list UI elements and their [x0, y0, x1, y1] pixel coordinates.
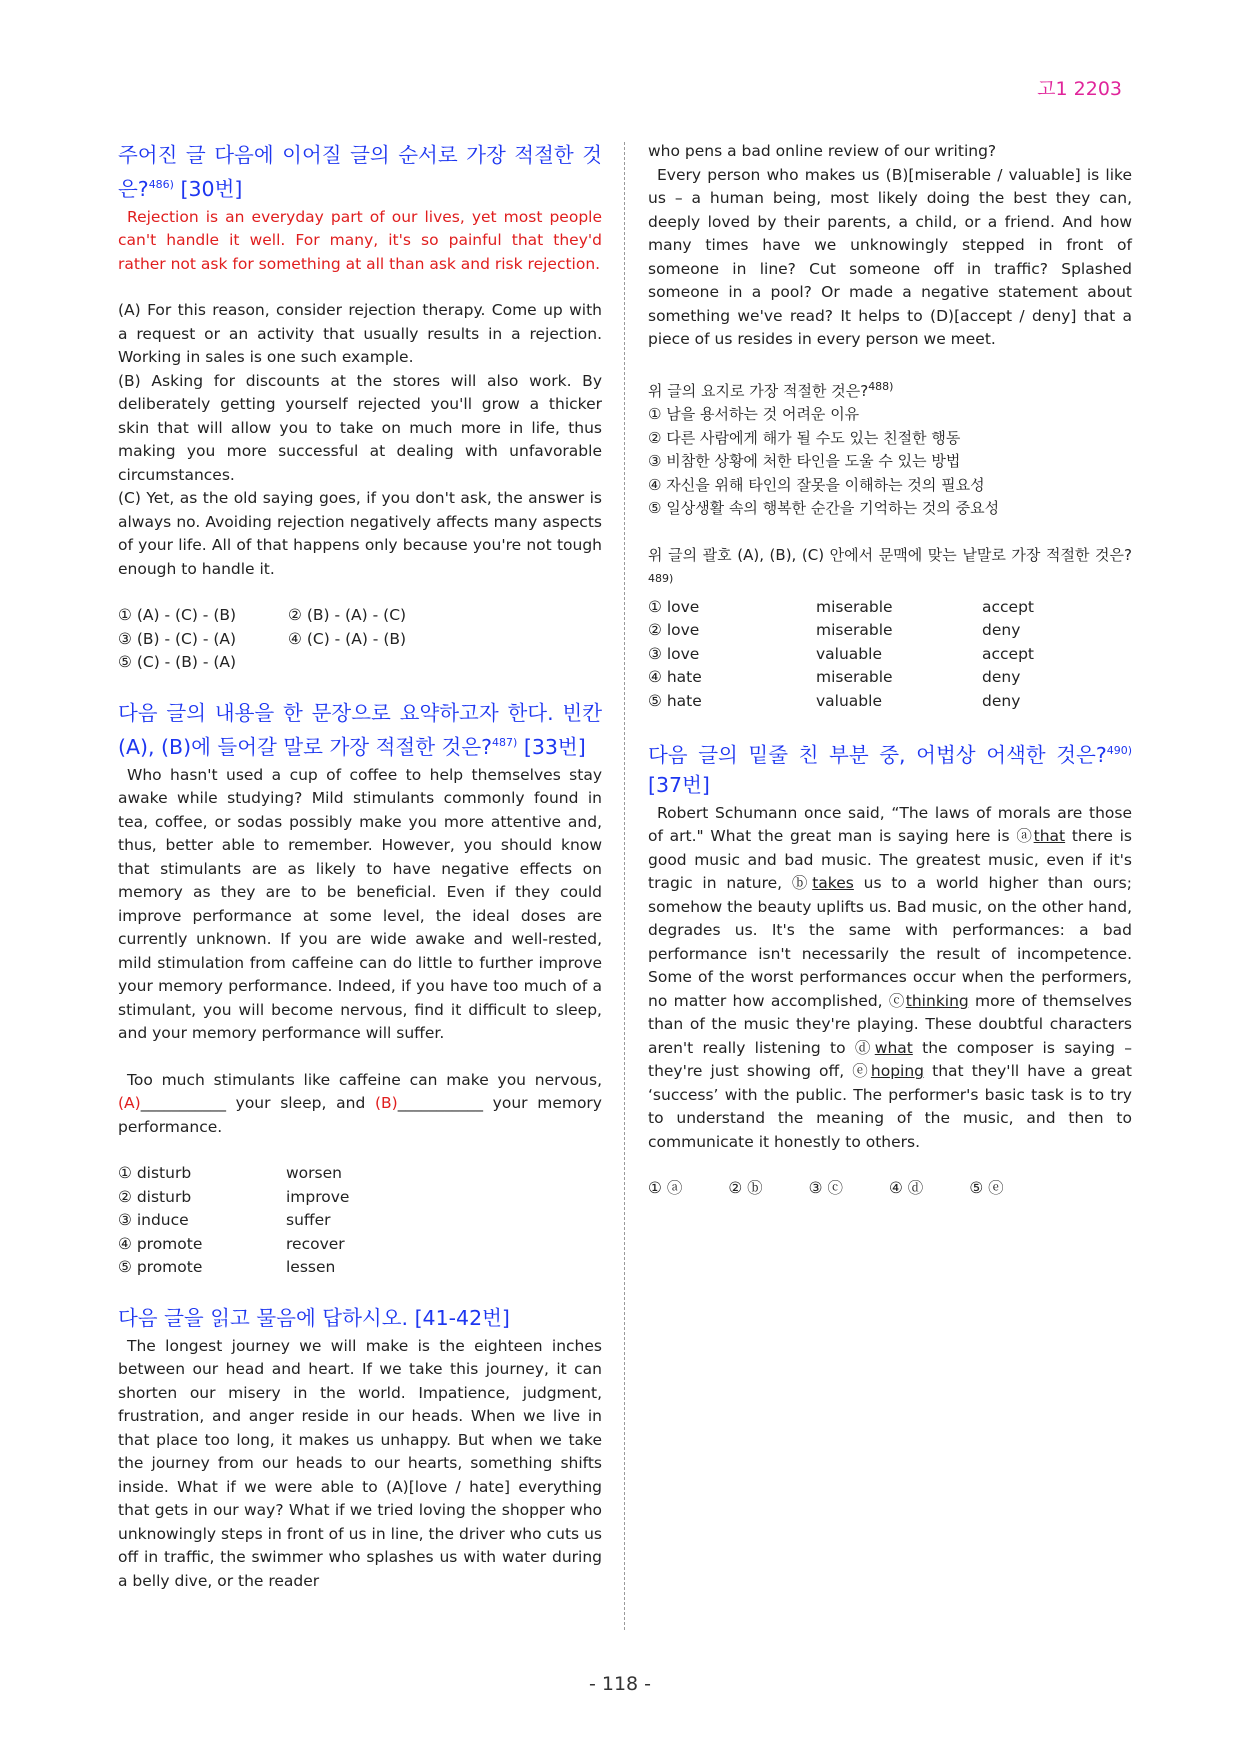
q41-question-2-text: 위 글의 괄호 (A), (B), (C) 안에서 문맥에 맞는 낱말로 가장 적절한 것은? — [648, 545, 1132, 564]
q41-q2-row-2-c: deny — [982, 621, 1021, 639]
q30-number: 486) — [148, 178, 174, 191]
blank-b-line: ___________ — [397, 1094, 483, 1113]
blank-a-line: ___________ — [140, 1094, 226, 1113]
q37-choice-5[interactable]: ⑤ ⓔ — [969, 1179, 1004, 1198]
marker-b: ⓑ — [791, 874, 813, 893]
q37-text-5: the composer is saying – they're just showing off, — [648, 1038, 1132, 1081]
q37-choice-2[interactable]: ② ⓑ — [728, 1179, 763, 1198]
q41-q1-option-2[interactable]: ② 다른 사람에게 해가 될 수도 있는 친절한 행동 — [648, 428, 961, 447]
q33-title-text: 다음 글의 내용을 한 문장으로 요약하고자 한다. 빈칸 (A), (B)에 들어갈 말로 가장 적절한 것은? — [118, 700, 602, 759]
q33-number: 487) — [492, 735, 518, 749]
q41-q2-row-4-b: miserable — [816, 668, 893, 686]
q30-options — [118, 604, 602, 675]
q41-q2-row-5-b: valuable — [816, 691, 882, 710]
q41-q2-row-4-a[interactable]: ④ hate — [648, 668, 702, 686]
q33-summary-start: Too much stimulants like caffeine can make you nervous, — [127, 1070, 602, 1089]
right-column — [648, 140, 1132, 1201]
q30-option-1[interactable]: ① (A) - (C) - (B) — [118, 606, 237, 625]
q30-tag: [30번] — [180, 176, 243, 201]
q33-row-3-a[interactable]: ③ induce — [118, 1211, 189, 1230]
q41-question-2 — [648, 544, 1132, 596]
q33-row-4-b: recover — [286, 1234, 345, 1253]
q30-title — [118, 140, 602, 204]
exam-code: 고1 2203 — [1037, 78, 1122, 100]
q41-q2-answer-table — [648, 596, 1132, 714]
marker-e: ⓔ — [852, 1062, 871, 1081]
blank-a-label: (A) — [118, 1094, 141, 1113]
q30-option-2[interactable]: ② (B) - (A) - (C) — [288, 606, 407, 625]
underlined-e: hoping — [870, 1062, 925, 1081]
q30-title-text: 주어진 글 다음에 이어질 글의 순서로 가장 적절한 것은? — [118, 143, 602, 201]
q41-question-1 — [648, 375, 1132, 404]
q37-tag: [37번] — [648, 772, 710, 797]
q37-text-3: us to a world higher than ours; somehow the beauty uplifts us. Bad music, on the other hand, degrades us. It's the same with performances: a bad performance isn't necessarily the result of incompetence. Some of the worst performances occur when the performers, no matter how accomplished, — [648, 874, 1132, 1010]
q41-q2-row-3-a[interactable]: ③ love — [648, 644, 700, 663]
underlined-c: thinking — [905, 991, 969, 1010]
q33-title — [118, 698, 602, 762]
q41-q2-row-4-c: deny — [982, 668, 1021, 686]
q33-row-3-b: suffer — [286, 1211, 331, 1230]
q33-passage: Who hasn't used a cup of coffee to help themselves stay awake while studying? Mild stimulants commonly found in tea, coffee, or sodas possibly make you more attentive and, thus, better able to remember. However, you should know that stimulants are as likely to have negative effects on memory as they are to be beneficial. Even if they could improve performance at some level, the ideal doses are currently unknown. If you are wide awake and well-rested, mild stimulation from caffeine can do little to further improve your memory performance. Indeed, if you have too much of a stimulant, you will become nervous, find it difficult to sleep, and your memory performance will suffer. — [118, 765, 602, 1043]
q41-passage-part1: The longest journey we will make is the eighteen inches between our head and heart. If we take this journey, it can shorten our misery in the world. Impatience, judgment, frustration, and anger reside in our heads. When we live in that place too long, it makes us unhappy. But when we take the journey from our heads to our hearts, something shifts inside. What if we were able to (A)[love / hate] everything that gets in our way? What if we tried loving the shopper who unknowingly steps in front of us in line, the driver who cuts us off in traffic, the swimmer who splashes us with water during a belly dive, or the reader — [118, 1336, 602, 1590]
q41-q2-row-1-a[interactable]: ① love — [648, 597, 700, 616]
q41-question-1-text: 위 글의 요지로 가장 적절한 것은? — [648, 381, 869, 400]
q37-choice-3[interactable]: ③ ⓒ — [808, 1179, 843, 1198]
q33-row-5-b: lessen — [286, 1258, 336, 1277]
q30-paragraph-c: (C) Yet, as the old saying goes, if you don't ask, the answer is always no. Avoiding rejection negatively affects many aspects of your life. All of that happens only because you're not tough enough to handle it. — [118, 489, 602, 578]
q30-option-4[interactable]: ④ (C) - (A) - (B) — [288, 629, 407, 648]
underlined-d: what — [874, 1038, 913, 1057]
q41-q1-option-1[interactable]: ① 남을 용서하는 것 어려운 이유 — [648, 405, 860, 423]
q30-given-text: Rejection is an everyday part of our lives, yet most people can't handle it well. For many, it's so painful that they'd rather not ask for something at all than ask and risk rejection. — [118, 207, 602, 273]
q41-q2-row-2-a[interactable]: ② love — [648, 621, 700, 639]
q30-paragraph-b: (B) Asking for discounts at the stores will also work. By deliberately getting yourself rejected you'll grow a thicker skin that will allow you to take on much more in life, thus making you more successful at dealing with unfavorable circumstances. — [118, 371, 602, 484]
q37-choices — [648, 1177, 1132, 1201]
q41-q2-row-3-b: valuable — [816, 644, 882, 663]
q41-title-text: 다음 글을 읽고 물음에 답하시오. — [118, 1305, 409, 1330]
q41-question-1-options — [648, 403, 1132, 521]
q33-row-2-b: improve — [286, 1187, 350, 1206]
q30-paragraph-a: (A) For this reason, consider rejection therapy. Come up with a request or an activity that usually results in a rejection. Working in sales is one such example. — [118, 301, 602, 367]
q37-text-6: that they'll have a great ‘success’ with the public. The performer's basic task is to try to understand the meaning of the music, and then to communicate it honestly to others. — [648, 1062, 1132, 1151]
underlined-a: that — [1033, 827, 1066, 846]
q33-row-2-a[interactable]: ② disturb — [118, 1187, 192, 1206]
q41-q1-option-4[interactable]: ④ 자신을 위해 타인의 잘못을 이해하는 것의 필요성 — [648, 475, 985, 494]
q41-tag: [41-42번] — [414, 1305, 510, 1330]
q41-q2-row-1-c: accept — [982, 597, 1034, 616]
q41-q2-row-5-a[interactable]: ⑤ hate — [648, 691, 702, 710]
marker-d: ⓓ — [854, 1038, 875, 1057]
q33-summary-mid: your sleep, and — [235, 1094, 366, 1113]
q30-option-5[interactable]: ⑤ (C) - (B) - (A) — [118, 653, 237, 672]
q33-row-4-a[interactable]: ④ promote — [118, 1234, 203, 1253]
q33-row-1-a[interactable]: ① disturb — [118, 1164, 192, 1183]
q33-answer-table — [118, 1162, 602, 1280]
left-column — [118, 140, 602, 1593]
q41-passage-part2: who pens a bad online review of our writing? — [648, 142, 997, 160]
q37-passage — [648, 802, 1132, 1155]
column-divider — [624, 142, 625, 1630]
q41-q2-row-5-c: deny — [982, 691, 1021, 710]
q41-q1-option-3[interactable]: ③ 비참한 상황에 처한 타인을 도울 수 있는 방법 — [648, 452, 961, 470]
page-number: - 118 - — [588, 1673, 652, 1695]
q37-number: 490) — [1106, 744, 1132, 757]
q33-row-1-b: worsen — [286, 1164, 342, 1183]
q41-q2-row-2-b: miserable — [816, 621, 893, 639]
q41-q2-row-1-b: miserable — [816, 597, 893, 616]
q41-q2-row-3-c: accept — [982, 644, 1034, 663]
underlined-b: takes — [812, 874, 854, 893]
q41-question-1-number: 488) — [868, 379, 894, 393]
blank-b-label: (B) — [374, 1094, 398, 1113]
q37-choice-4[interactable]: ④ ⓓ — [888, 1179, 924, 1198]
q33-row-5-a[interactable]: ⑤ promote — [118, 1258, 203, 1277]
q33-summary-end: your memory performance. — [118, 1094, 602, 1136]
q37-text-1: Robert Schumann once said, “The laws of morals are those of art." What the great man is saying here is — [648, 803, 1132, 846]
q41-passage-part3: Every person who makes us (B)[miserable / valuable] is like us – a human being, most likely doing the best they can, deeply loved by their parents, a child, or a friend. And how many times have we unknowingly stepped in front of someone in line? Cut someone off in traffic? Splashed someone in a pool? Or made a negative statement about something we've read? It helps to (D)[accept / deny] that a piece of us resides in every person we meet. — [648, 165, 1132, 348]
q41-title — [118, 1303, 602, 1333]
q30-option-3[interactable]: ③ (B) - (C) - (A) — [118, 629, 237, 648]
q33-tag: [33번] — [523, 734, 586, 759]
q37-text-2: there is good music and bad music. The greatest music, even if it's tragic in nature, — [648, 827, 1132, 893]
q37-title-text: 다음 글의 밑줄 친 부분 중, 어법상 어색한 것은? — [648, 742, 1107, 767]
marker-a: ⓐ — [1016, 827, 1034, 846]
q37-title — [648, 736, 1132, 800]
q41-q1-option-5[interactable]: ⑤ 일상생활 속의 행복한 순간을 기억하는 것의 중요성 — [648, 499, 1000, 517]
q37-text-4: more of themselves than of the music they're playing. These doubtful characters aren't really listening to — [648, 991, 1132, 1057]
q37-choice-1[interactable]: ① ⓐ — [648, 1179, 683, 1198]
q33-summary — [118, 1069, 602, 1140]
marker-c: ⓒ — [888, 991, 906, 1010]
q41-question-2-number: 489) — [648, 572, 674, 585]
